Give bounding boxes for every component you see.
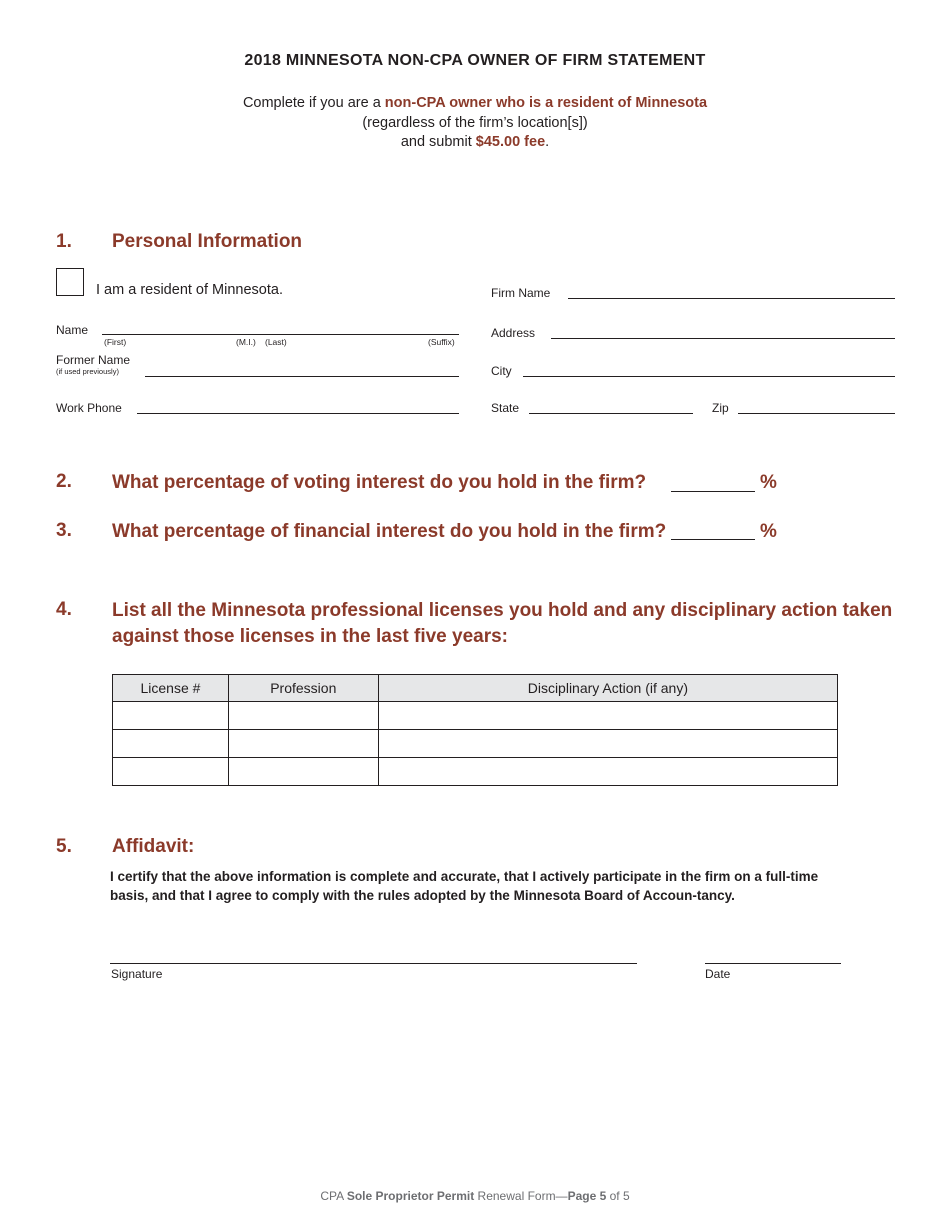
- financial-interest-input[interactable]: [671, 539, 755, 540]
- affidavit-text: I certify that the above information is complete and accurate, that I actively participate in the firm on a full-time basis, and that I agree to comply with the rules adopted by the Minnesota Board of Accoun-tancy.: [110, 869, 819, 903]
- name-first-caption: (First): [104, 337, 127, 347]
- name-last-caption: (Last): [265, 337, 287, 347]
- profession-cell[interactable]: [228, 702, 378, 730]
- state-input[interactable]: [529, 413, 693, 414]
- disciplinary-action-header: Disciplinary Action (if any): [378, 675, 837, 702]
- former-name-sublabel: (if used previously): [56, 367, 119, 376]
- disciplinary-action-cell[interactable]: [378, 702, 837, 730]
- city-label: City: [491, 364, 512, 378]
- intro-line1-prefix: Complete if you are a: [242, 95, 385, 111]
- city-input[interactable]: [523, 376, 895, 377]
- zip-input[interactable]: [738, 413, 895, 414]
- signature-label: Signature: [111, 967, 163, 981]
- former-name-input[interactable]: [145, 376, 459, 377]
- state-label: State: [491, 401, 520, 415]
- firm-name-input[interactable]: [568, 298, 895, 299]
- table-row: [113, 702, 838, 730]
- date-input[interactable]: [705, 963, 841, 964]
- license-number-cell[interactable]: [113, 702, 229, 730]
- section5-number: 5.: [56, 836, 72, 857]
- voting-interest-input[interactable]: [671, 491, 755, 492]
- footer-part2: Sole Proprietor Permit: [346, 1189, 475, 1203]
- section3-number: 3.: [56, 520, 72, 541]
- name-mi-caption: (M.I.): [236, 337, 256, 347]
- section1-title: Personal Information: [112, 231, 303, 252]
- name-input[interactable]: [102, 334, 459, 335]
- disciplinary-action-cell[interactable]: [378, 758, 837, 786]
- fee-amount: $45.00 fee: [475, 134, 546, 150]
- footer-part3: Renewal Form—: [474, 1189, 568, 1203]
- page-footer: [0, 1189, 950, 1203]
- date-label: Date: [705, 967, 731, 981]
- licenses-question: [112, 598, 892, 650]
- signature-input[interactable]: [110, 963, 637, 964]
- firm-name-label: Firm Name: [491, 286, 551, 300]
- work-phone-input[interactable]: [137, 413, 459, 414]
- table-row: [113, 730, 838, 758]
- resident-label: I am a resident of Minnesota.: [96, 282, 283, 298]
- name-suffix-caption: (Suffix): [428, 337, 455, 347]
- section2-number: 2.: [56, 471, 72, 492]
- zip-label: Zip: [712, 401, 729, 415]
- licenses-question-line1: List all the Minnesota professional licenses you hold and any disciplinary action taken: [112, 600, 893, 621]
- intro-text: [0, 94, 950, 153]
- profession-header: Profession: [228, 675, 378, 702]
- footer-page-total: of 5: [606, 1189, 630, 1203]
- table-row: [113, 758, 838, 786]
- license-number-cell[interactable]: [113, 730, 229, 758]
- intro-line2: (regardless of the firm’s location[s]): [362, 114, 588, 131]
- section4-number: 4.: [56, 599, 72, 620]
- disciplinary-action-cell[interactable]: [378, 730, 837, 758]
- financial-percent-sign: %: [760, 521, 777, 542]
- licenses-table: [112, 674, 838, 786]
- intro-line3-suffix: .: [545, 134, 550, 150]
- resident-checkbox[interactable]: [56, 268, 84, 296]
- financial-interest-question: What percentage of financial interest do you hold in the firm?: [112, 521, 667, 542]
- section1-number: 1.: [56, 231, 72, 252]
- intro-line3-prefix: and submit: [400, 134, 476, 150]
- voting-percent-sign: %: [760, 472, 777, 493]
- former-name-label: Former Name: [56, 353, 131, 367]
- intro-line1-highlight: non-CPA owner who is a resident of Minnesota: [384, 95, 708, 111]
- address-label: Address: [491, 326, 536, 340]
- profession-cell[interactable]: [228, 730, 378, 758]
- licenses-question-line2: against those licenses in the last five years:: [112, 626, 508, 647]
- footer-page-number: Page 5: [567, 1189, 607, 1203]
- profession-cell[interactable]: [228, 758, 378, 786]
- address-input[interactable]: [551, 338, 895, 339]
- license-number-header: License #: [113, 675, 229, 702]
- license-number-cell[interactable]: [113, 758, 229, 786]
- footer-part1: CPA: [320, 1189, 347, 1203]
- name-label: Name: [56, 323, 89, 337]
- table-header-row: [113, 675, 838, 702]
- page-title: 2018 MINNESOTA NON-CPA OWNER OF FIRM STATEMENT: [244, 52, 706, 69]
- voting-interest-question: What percentage of voting interest do you hold in the firm?: [112, 472, 647, 493]
- section5-title: Affidavit:: [112, 836, 195, 857]
- work-phone-label: Work Phone: [56, 401, 122, 415]
